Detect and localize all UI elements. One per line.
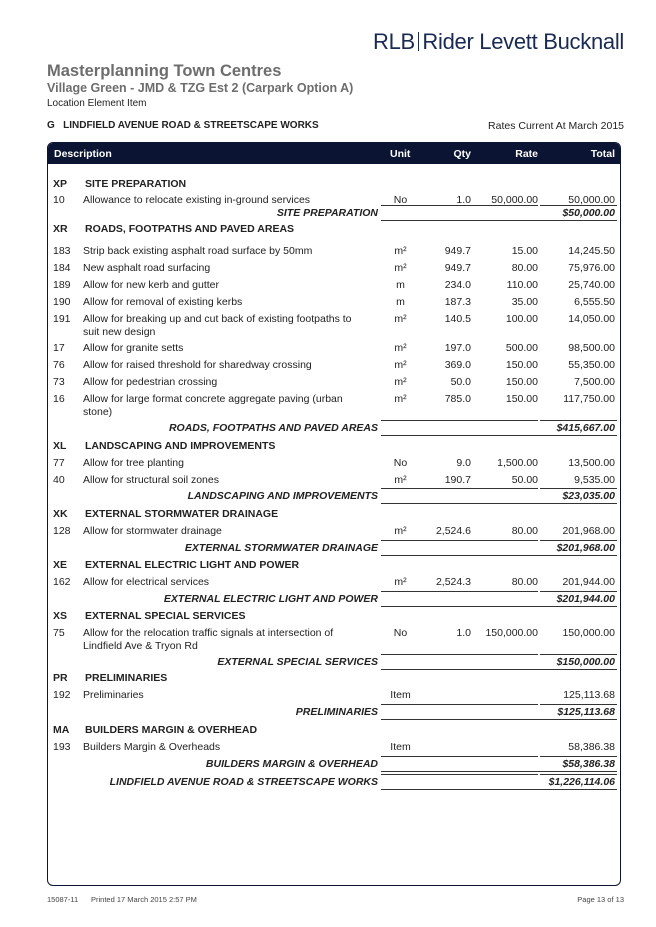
subtotal-label: EXTERNAL ELECTRIC LIGHT AND POWER bbox=[163, 593, 378, 605]
subtotal-rule bbox=[381, 555, 617, 556]
item-description bbox=[83, 457, 184, 470]
group-code: MA bbox=[53, 724, 70, 736]
item-total: 13,500.00 bbox=[568, 457, 615, 469]
subtotal-rule bbox=[381, 669, 617, 670]
item-description bbox=[83, 393, 343, 418]
item-code: 77 bbox=[53, 457, 65, 469]
item-unit: m² bbox=[394, 342, 407, 354]
footer-page: Page 13 of 13 bbox=[577, 895, 624, 904]
item-rate: 150,000.00 bbox=[485, 627, 538, 639]
item-qty: 1.0 bbox=[456, 194, 471, 206]
item-description-line: Allowance to relocate existing in-ground services bbox=[83, 194, 311, 206]
subtotal-label: LANDSCAPING AND IMPROVEMENTS bbox=[187, 490, 378, 502]
item-rate: 110.00 bbox=[506, 279, 538, 291]
item-description bbox=[83, 279, 219, 292]
cost-table bbox=[47, 142, 621, 886]
group-name: PRELIMINARIES bbox=[85, 672, 168, 684]
item-unit: No bbox=[393, 457, 408, 469]
item-description bbox=[83, 313, 352, 338]
item-description-line: stone) bbox=[83, 406, 113, 418]
item-rate: 1,500.00 bbox=[497, 457, 538, 469]
item-qty: 785.0 bbox=[444, 393, 471, 405]
item-rate: 150.00 bbox=[505, 393, 538, 405]
item-code: 189 bbox=[53, 279, 71, 291]
item-description-line: Lindfield Ave & Tryon Rd bbox=[83, 640, 198, 652]
grand-total-rule bbox=[381, 789, 617, 790]
subtotal-rule bbox=[381, 719, 617, 720]
item-qty: 949.7 bbox=[444, 245, 471, 257]
col-unit: Unit bbox=[390, 148, 411, 160]
subtotal-value: $58,386.38 bbox=[562, 758, 615, 770]
item-unit: Item bbox=[390, 741, 411, 753]
item-code: 40 bbox=[53, 474, 65, 486]
item-rate: 15.00 bbox=[511, 245, 538, 257]
item-qty: 949.7 bbox=[444, 262, 471, 274]
item-unit: No bbox=[393, 627, 408, 639]
item-qty: 50.0 bbox=[450, 376, 471, 388]
subtotal-rule bbox=[540, 704, 617, 705]
rates-note: Rates Current At March 2015 bbox=[488, 120, 624, 132]
item-rate: 35.00 bbox=[511, 296, 538, 308]
subtotal-rule bbox=[381, 205, 538, 206]
subtotal-label: BUILDERS MARGIN & OVERHEAD bbox=[205, 758, 378, 770]
logo-divider bbox=[418, 32, 420, 51]
item-code: 191 bbox=[53, 313, 71, 325]
item-total: 125,113.68 bbox=[563, 689, 615, 701]
group-code: XS bbox=[53, 610, 68, 622]
subtotal-rule bbox=[381, 704, 538, 705]
item-description-line: Preliminaries bbox=[83, 689, 144, 701]
item-qty: 2,524.3 bbox=[435, 576, 471, 588]
item-description bbox=[83, 245, 312, 258]
item-description-line: Allow for tree planting bbox=[83, 457, 184, 469]
subtotal-rule bbox=[381, 488, 538, 489]
grand-total-rule bbox=[540, 774, 617, 775]
item-code: 73 bbox=[53, 376, 65, 388]
item-description bbox=[83, 689, 144, 702]
item-code: 192 bbox=[53, 689, 71, 701]
item-description-line: Allow for the relocation traffic signals at intersection of bbox=[83, 627, 334, 639]
item-total: 9,535.00 bbox=[574, 474, 615, 486]
subtotal-label: EXTERNAL STORMWATER DRAINAGE bbox=[184, 542, 378, 554]
group-name: SITE PREPARATION bbox=[85, 178, 187, 190]
group-name: ROADS, FOOTPATHS AND PAVED AREAS bbox=[85, 223, 295, 235]
item-unit: m² bbox=[394, 474, 407, 486]
col-rate: Rate bbox=[515, 148, 538, 160]
item-unit: m² bbox=[394, 245, 407, 257]
item-description-line: New asphalt road surfacing bbox=[83, 262, 211, 274]
group-name: EXTERNAL ELECTRIC LIGHT AND POWER bbox=[85, 559, 300, 571]
item-total: 7,500.00 bbox=[574, 376, 615, 388]
item-code: 183 bbox=[53, 245, 71, 257]
subtotal-label: ROADS, FOOTPATHS AND PAVED AREAS bbox=[168, 422, 378, 434]
subtotal-rule bbox=[381, 606, 617, 607]
item-total: 55,350.00 bbox=[568, 359, 615, 371]
item-rate: 150.00 bbox=[505, 359, 538, 371]
grand-total-label: LINDFIELD AVENUE ROAD & STREETSCAPE WORKS bbox=[109, 776, 378, 788]
group-code: XP bbox=[53, 178, 68, 190]
report-title: Masterplanning Town Centres bbox=[47, 62, 282, 80]
item-qty: 140.5 bbox=[444, 313, 471, 325]
item-description-line: Allow for raised threshold for sharedway crossing bbox=[83, 359, 312, 371]
footer-printed: Printed 17 March 2015 2:57 PM bbox=[91, 895, 197, 904]
item-code: 17 bbox=[53, 342, 65, 354]
subtotal-rule bbox=[540, 540, 617, 541]
item-rate: 150.00 bbox=[505, 376, 538, 388]
item-unit: m² bbox=[394, 376, 407, 388]
item-qty: 190.7 bbox=[444, 474, 471, 486]
subtotal-label: PRELIMINARIES bbox=[295, 706, 378, 718]
group-name: LANDSCAPING AND IMPROVEMENTS bbox=[85, 440, 276, 452]
col-total: Total bbox=[590, 148, 615, 160]
item-unit: m² bbox=[394, 313, 407, 325]
item-total: 14,245.50 bbox=[568, 245, 615, 257]
item-rate: 80.00 bbox=[511, 525, 538, 537]
item-description-line: Allow for granite setts bbox=[83, 342, 184, 354]
subtotal-rule bbox=[381, 435, 617, 436]
company-logo bbox=[373, 29, 624, 55]
subtotal-rule bbox=[381, 503, 617, 504]
item-unit: m² bbox=[394, 576, 407, 588]
item-unit: m² bbox=[394, 525, 407, 537]
item-rate: 50.00 bbox=[511, 474, 538, 486]
item-total: 201,968.00 bbox=[562, 525, 615, 537]
subtotal-rule bbox=[540, 420, 617, 421]
item-total: 6,555.50 bbox=[574, 296, 615, 308]
item-description bbox=[83, 525, 222, 538]
item-unit: No bbox=[393, 194, 408, 206]
item-total: 98,500.00 bbox=[568, 342, 615, 354]
item-description-line: Allow for stormwater drainage bbox=[83, 525, 222, 537]
grand-total-rule bbox=[381, 774, 538, 775]
item-code: 162 bbox=[53, 576, 71, 588]
item-rate: 500.00 bbox=[505, 342, 538, 354]
item-description bbox=[83, 342, 183, 355]
grand-total-value: $1,226,114.06 bbox=[548, 776, 615, 788]
subtotal-rule bbox=[381, 756, 538, 757]
subtotal-value: $125,113.68 bbox=[557, 706, 615, 718]
item-total: 25,740.00 bbox=[568, 279, 615, 291]
item-description-line: Allow for removal of existing kerbs bbox=[83, 296, 243, 308]
item-total: 50,000.00 bbox=[568, 194, 615, 206]
item-code: 184 bbox=[53, 262, 71, 274]
item-total: 75,976.00 bbox=[568, 262, 615, 274]
item-qty: 234.0 bbox=[444, 279, 471, 291]
subtotal-value: $201,968.00 bbox=[556, 542, 615, 554]
item-code: 76 bbox=[53, 359, 65, 371]
item-total: 58,386.38 bbox=[568, 741, 615, 753]
item-description bbox=[83, 359, 312, 372]
item-code: 75 bbox=[53, 627, 65, 639]
item-description bbox=[83, 627, 334, 652]
item-description bbox=[83, 194, 310, 207]
report-type: Location Element Item bbox=[47, 98, 147, 109]
item-rate: 50,000.00 bbox=[491, 194, 538, 206]
item-description-line: Allow for electrical services bbox=[83, 576, 210, 588]
item-description-line: Allow for structural soil zones bbox=[83, 474, 219, 486]
group-code: XE bbox=[53, 559, 68, 571]
subtotal-rule bbox=[381, 420, 538, 421]
item-total: 117,750.00 bbox=[563, 393, 615, 405]
group-code: PR bbox=[53, 672, 68, 684]
item-description bbox=[83, 576, 209, 589]
subtotal-value: $50,000.00 bbox=[562, 207, 615, 219]
col-description: Description bbox=[54, 148, 112, 160]
item-description-line: Allow for new kerb and gutter bbox=[83, 279, 219, 291]
item-description-line: Builders Margin & Overheads bbox=[83, 741, 221, 753]
item-description-line: Allow for pedestrian crossing bbox=[83, 376, 218, 388]
group-name: EXTERNAL SPECIAL SERVICES bbox=[85, 610, 246, 622]
logo-company-name: Rider Levett Bucknall bbox=[422, 29, 624, 54]
item-unit: m bbox=[396, 279, 405, 291]
subtotal-value: $150,000.00 bbox=[556, 656, 615, 668]
item-total: 201,944.00 bbox=[562, 576, 615, 588]
item-qty: 187.3 bbox=[444, 296, 471, 308]
item-code: 128 bbox=[53, 525, 71, 537]
group-code: XR bbox=[53, 223, 68, 235]
item-qty: 197.0 bbox=[444, 342, 471, 354]
item-total: 14,050.00 bbox=[568, 313, 615, 325]
item-rate: 80.00 bbox=[511, 262, 538, 274]
subtotal-rule bbox=[381, 591, 538, 592]
subtotal-rule bbox=[381, 654, 538, 655]
footer-ref: 15087-11 bbox=[47, 895, 79, 904]
subtotal-value: $415,667.00 bbox=[556, 422, 615, 434]
group-code: XK bbox=[53, 508, 68, 520]
item-description-line: Allow for breaking up and cut back of existing footpaths to bbox=[83, 313, 352, 325]
item-description-line: suit new design bbox=[83, 326, 156, 338]
subtotal-rule bbox=[540, 591, 617, 592]
item-code: 16 bbox=[53, 393, 65, 405]
subtotal-value: $23,035.00 bbox=[562, 490, 615, 502]
item-rate: 100.00 bbox=[505, 313, 538, 325]
item-qty: 9.0 bbox=[456, 457, 471, 469]
group-name: BUILDERS MARGIN & OVERHEAD bbox=[85, 724, 258, 736]
item-qty: 2,524.6 bbox=[435, 525, 471, 537]
subtotal-label: SITE PREPARATION bbox=[276, 207, 378, 219]
item-unit: m bbox=[396, 296, 405, 308]
item-qty: 1.0 bbox=[456, 627, 471, 639]
subtotal-rule bbox=[381, 771, 617, 772]
item-code: 193 bbox=[53, 741, 71, 753]
item-description-line: Allow for large format concrete aggregate paving (urban bbox=[83, 393, 343, 405]
group-name: EXTERNAL STORMWATER DRAINAGE bbox=[85, 508, 279, 520]
item-qty: 369.0 bbox=[444, 359, 471, 371]
item-unit: m² bbox=[394, 262, 407, 274]
table-header bbox=[48, 143, 620, 164]
item-code: 190 bbox=[53, 296, 71, 308]
item-description bbox=[83, 296, 242, 309]
item-description bbox=[83, 262, 210, 275]
group-code: XL bbox=[53, 440, 67, 452]
report-subtitle: Village Green - JMD & TZG Est 2 (Carpark Option A) bbox=[47, 81, 354, 95]
item-code: 10 bbox=[53, 194, 65, 206]
subtotal-rule bbox=[540, 756, 617, 757]
subtotal-rule bbox=[381, 540, 538, 541]
subtotal-rule bbox=[540, 654, 617, 655]
item-total: 150,000.00 bbox=[562, 627, 615, 639]
item-rate: 80.00 bbox=[511, 576, 538, 588]
col-qty: Qty bbox=[453, 148, 471, 160]
subtotal-label: EXTERNAL SPECIAL SERVICES bbox=[217, 656, 378, 668]
item-unit: Item bbox=[390, 689, 411, 701]
section-heading: G LINDFIELD AVENUE ROAD & STREETSCAPE WORKS bbox=[47, 120, 319, 131]
item-unit: m² bbox=[394, 393, 407, 405]
item-description bbox=[83, 474, 219, 487]
item-unit: m² bbox=[394, 359, 407, 371]
logo-text: RLB bbox=[373, 29, 415, 54]
subtotal-rule bbox=[540, 488, 617, 489]
subtotal-rule bbox=[540, 205, 617, 206]
subtotal-value: $201,944.00 bbox=[556, 593, 615, 605]
item-description bbox=[83, 741, 220, 754]
subtotal-rule bbox=[381, 220, 617, 221]
item-description bbox=[83, 376, 217, 389]
item-description-line: Strip back existing asphalt road surface by 50mm bbox=[83, 245, 313, 257]
